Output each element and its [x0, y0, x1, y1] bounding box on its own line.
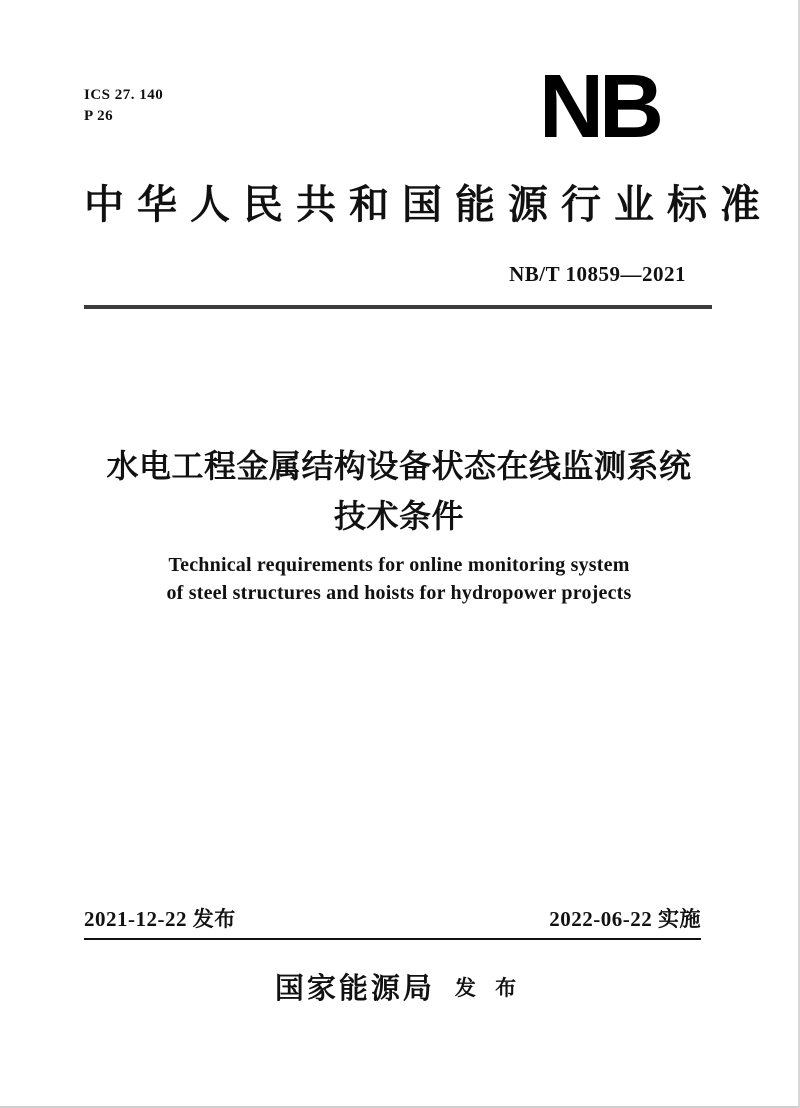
doc-code: P 26: [84, 108, 114, 124]
ics-code: ICS 27. 140: [84, 87, 164, 103]
top-rule-divider: [84, 305, 712, 309]
document-title-english-line1: Technical requirements for online monitoring system: [168, 554, 630, 576]
document-title-english-line2: of steel structures and hoists for hydropower projects: [166, 582, 632, 604]
bottom-rule-divider: [84, 938, 701, 940]
implementation-date: 2022-06-22 实施: [549, 907, 701, 931]
document-title-chinese-line1: 水电工程金属结构设备状态在线监测系统: [106, 448, 692, 484]
issue-date: 2021-12-22 发布: [84, 907, 236, 931]
document-title-english: [0, 551, 798, 607]
standard-number: NB/T 10859—2021: [509, 262, 686, 286]
publisher-row: [0, 966, 798, 1007]
document-title-chinese: [0, 441, 798, 541]
document-title-chinese-line2: 技术条件: [333, 498, 464, 534]
publisher-action-label: 发 布: [454, 975, 524, 1000]
dates-row: [84, 903, 701, 933]
publisher-name: 国家能源局: [274, 973, 435, 1005]
nb-logo: NB: [539, 57, 659, 157]
standard-category-title: 中华人民共和国能源行业标准: [84, 182, 773, 227]
classification-codes: [84, 85, 163, 127]
